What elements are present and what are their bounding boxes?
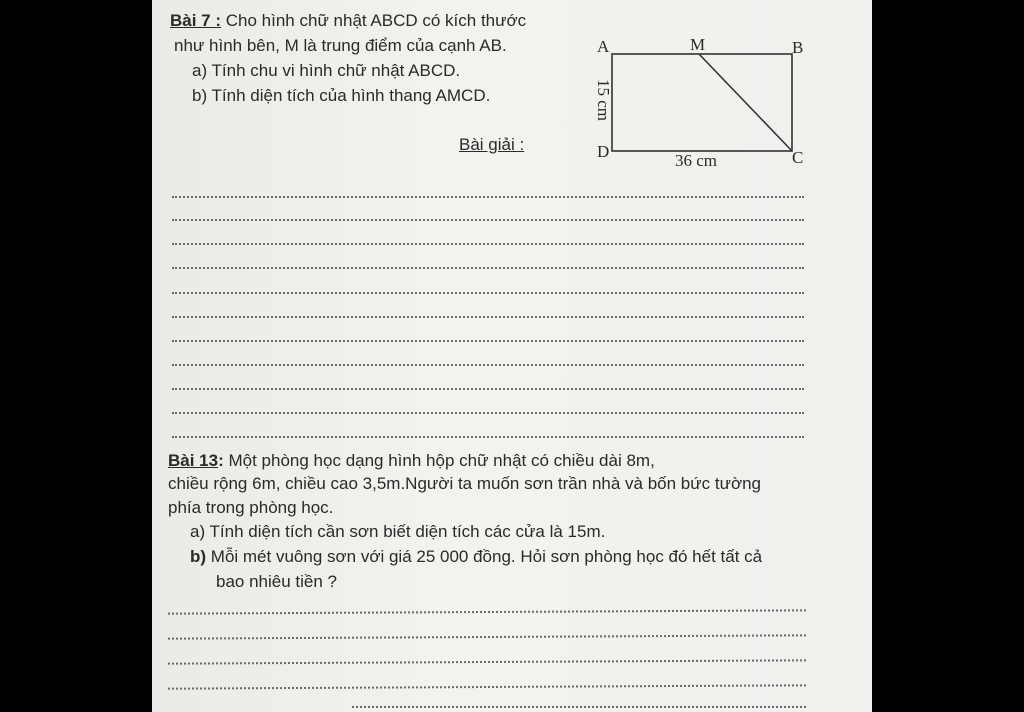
part-b-marker: b) — [190, 547, 207, 566]
part-b-text: Tính diện tích của hình thang AMCD. — [211, 86, 491, 105]
width-label: 36 cm — [675, 151, 718, 170]
part-a-marker: a) — [192, 61, 208, 80]
point-m: M — [690, 35, 706, 54]
answer-line — [172, 219, 804, 221]
answer-line — [172, 340, 804, 342]
exercise7-line1: Cho hình chữ nhật ABCD có kích thước — [225, 11, 527, 30]
solution-label: Bài giải : — [459, 135, 525, 154]
rectangle-figure — [152, 0, 872, 712]
answer-line — [352, 706, 806, 708]
worksheet-page — [152, 0, 872, 712]
exercise13-title: Bài 13 — [168, 451, 219, 470]
part-a-text: Tính diện tích cần sơn biết diện tích các cửa là 15m. — [209, 522, 606, 541]
vertex-b: B — [792, 38, 804, 57]
vertex-c: C — [792, 148, 804, 167]
exercise13-line3: phía trong phòng học. — [168, 498, 334, 517]
height-label: 15 cm — [594, 78, 614, 122]
exercise7-line2: như hình bên, M là trung điểm của cạnh AB. — [174, 36, 507, 55]
exercise7-title: Bài 7 : — [170, 11, 222, 30]
answer-line — [172, 412, 804, 414]
answer-line — [172, 436, 804, 438]
part-a-text: Tính chu vi hình chữ nhật ABCD. — [211, 61, 461, 80]
exercise13-line2: chiều rộng 6m, chiều cao 3,5m.Người ta muốn sơn trần nhà và bốn bức tường — [168, 474, 762, 493]
vertex-d: D — [597, 142, 610, 161]
answer-line — [172, 267, 804, 269]
part-a-marker: a) — [190, 522, 206, 541]
answer-line — [172, 316, 804, 318]
answer-line — [172, 292, 804, 294]
exercise13-part-a — [190, 522, 605, 542]
rectangle-abcd — [612, 54, 792, 151]
vertex-a: A — [597, 37, 610, 56]
answer-line — [172, 364, 804, 366]
part-b-text: Mỗi mét vuông sơn với giá 25 000 đồng. Hỏi sơn phòng học đó hết tất cả — [210, 547, 763, 566]
answer-line — [172, 243, 804, 245]
exercise13-line1: Một phòng học dạng hình hộp chữ nhật có chiều dài 8m, — [228, 451, 655, 470]
answer-line — [172, 196, 804, 198]
exercise13-part-b — [190, 547, 762, 567]
exercise13-part-b-line2: bao nhiêu tiền ? — [216, 572, 337, 591]
exercise13-heading — [168, 451, 655, 471]
part-b-marker: b) — [192, 86, 208, 105]
exercise13-colon: : — [218, 451, 224, 470]
answer-line — [172, 388, 804, 390]
segment-mc — [699, 54, 792, 151]
